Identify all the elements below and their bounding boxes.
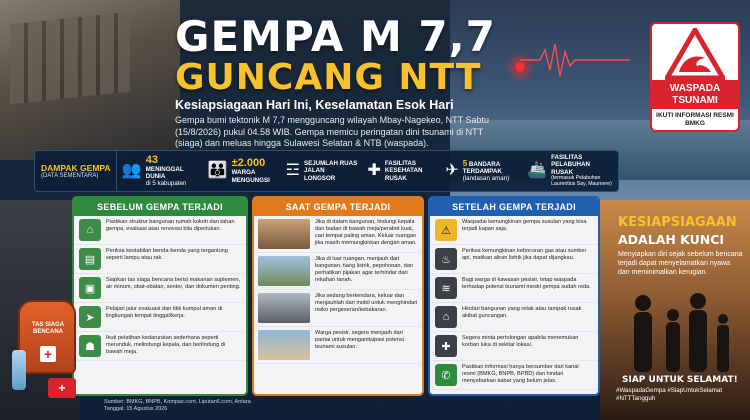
stat-roads xyxy=(281,151,363,191)
during-panel xyxy=(252,196,424,396)
item-text: Ikuti pelatihan kedaruratan sederhana seperti merunduk, melindungi kepala, dan berlindung di bawah meja. xyxy=(106,335,226,355)
list-item xyxy=(430,332,598,361)
road-icon: ☲ xyxy=(285,162,300,179)
item-text: Jika di luar ruangan, menjauh dari bangunan, tiang listrik, pepohonan, dan perhatikan pijakan agar terhindar dari rekahan tanah. xyxy=(315,256,413,283)
item-text: Pelajari jalur evakuasi dan titik kumpul aman di lingkungan tempat tinggal/kerja. xyxy=(106,306,223,319)
before-panel xyxy=(72,196,248,396)
warning-line1: WASPADA xyxy=(652,80,738,95)
item-text: Bagi warga di kawasan pesisir, tetap waspada terhadap potensi tsunami meski gempa sudah reda. xyxy=(462,277,591,290)
family-silhouette-icon xyxy=(618,285,743,375)
list-item xyxy=(430,361,598,390)
during-title: SAAT GEMPA TERJADI xyxy=(254,198,422,216)
stat-label: MENINGGAL DUNIA xyxy=(145,165,184,180)
stat-number: ±2.000 xyxy=(231,157,266,170)
list-item xyxy=(254,253,422,290)
backpack-icon: ▣ xyxy=(79,277,101,299)
run-icon xyxy=(258,330,310,360)
list-item xyxy=(254,290,422,327)
hospital-icon: ✚ xyxy=(367,162,381,179)
stat-sub: (landasan aman) xyxy=(462,175,510,183)
item-text: Periksa kemungkinan kebocoran gas atau sumber api, matikan aliran listrik jika dapat dijangkau. xyxy=(462,248,587,261)
first-aid-icon: ✚ xyxy=(435,335,457,357)
stat-deaths xyxy=(117,151,203,191)
stat-health xyxy=(362,151,440,191)
list-item xyxy=(74,216,246,245)
stat-label-text: BANDARA TERDAMPAK xyxy=(462,160,502,175)
list-item xyxy=(254,327,422,364)
emergency-bag-icon xyxy=(18,300,76,374)
cta-text: SIAP UNTUK SELAMAT! xyxy=(622,375,738,385)
item-text: Pastikan informasi hanya bersumber dari kanal resmi (BMKG, BNPB, BPBD) dan hindari menyebarkan kabar yang belum jelas. xyxy=(462,364,579,384)
page-subtitle: Kesiapsiagaan Hari Ini, Keselamatan Esok Hari xyxy=(175,98,454,112)
after-panel xyxy=(428,196,600,396)
bag-label: TAS SIAGA BENCANA xyxy=(31,322,65,335)
airplane-icon: ✈ xyxy=(445,162,459,179)
house-icon: ⌂ xyxy=(79,219,101,241)
list-item xyxy=(430,303,598,332)
stat-refugees xyxy=(203,151,281,191)
stats-title: DAMPAK GEMPA xyxy=(41,163,111,173)
source-note xyxy=(104,399,251,413)
water-bottle-icon xyxy=(12,350,26,390)
after-title: SETELAH GEMPA TERJADI xyxy=(430,198,598,216)
stats-subtitle: (DATA SEMENTARA) xyxy=(41,173,99,179)
stat-label: SEJUMLAH RUAS JALAN xyxy=(303,160,358,175)
stat-number: 5 xyxy=(462,158,468,168)
seismograph-line-icon xyxy=(520,40,630,80)
stats-header xyxy=(35,151,117,191)
warning-icon: ⚠ xyxy=(435,219,457,241)
stat-sub: di 5 kabupaten xyxy=(145,180,187,188)
hashtags: #WaspadaGempa #SiapUntukSelamat #NTTTangguh xyxy=(616,387,723,402)
stat-sub: RUSAK xyxy=(384,174,407,182)
stat-sub: MENGUNGSI xyxy=(231,176,270,184)
tsunami-icon: ≋ xyxy=(435,277,457,299)
list-item xyxy=(430,216,598,245)
tsunami-warning-sign xyxy=(650,22,740,132)
shelf-icon: ▤ xyxy=(79,248,101,270)
before-title: SEBELUM GEMPA TERJADI xyxy=(74,198,246,216)
impact-stats-bar xyxy=(34,150,619,192)
item-text: Hindari bangunan yang retak atau tampak rusak akibat guncangan. xyxy=(462,306,582,319)
stat-ports xyxy=(522,151,618,191)
evacuation-icon: ➤ xyxy=(79,306,101,328)
item-text: Periksa kestabilan benda-benda yang tergantung seperti lampu atau rak. xyxy=(106,248,228,261)
item-text: Warga pesisir, segera menjauh dari pantai untuk mengantisipasi potensi tsunami susulan. xyxy=(315,330,404,350)
key-heading: KESIAPSIAGAAN xyxy=(618,215,737,230)
item-text: Waspadai kemungkinan gempa susulan yang bisa terjadi kapan saja. xyxy=(462,219,587,232)
item-text: Segera minta pertolongan apabila menemukan korban luka di sekitar lokasi. xyxy=(462,335,579,348)
list-item xyxy=(74,303,246,332)
stat-number: 43 xyxy=(145,153,159,166)
collapsed-building-photo xyxy=(0,0,180,160)
page-title-line2: GUNCANG NTT xyxy=(175,57,482,98)
stat-sub: (termasuk Pelabuhan Laurentius Say, Maumere) xyxy=(551,174,612,187)
table-cover-icon xyxy=(258,219,310,249)
list-item xyxy=(430,274,598,303)
item-text: Pastikan struktur bangunan rumah kokoh dan tahan gempa, evaluasi atau renovasi bila diperlukan. xyxy=(106,219,235,232)
drill-icon: ☗ xyxy=(79,335,101,357)
tsunami-wave-icon xyxy=(665,28,725,80)
people-icon: 👥 xyxy=(121,162,142,179)
list-item xyxy=(74,245,246,274)
open-field-icon xyxy=(258,256,310,286)
stat-label: WARGA xyxy=(231,169,256,177)
source-text: Sumber: BMKG, BNPB, Kompas.com, Liputan6.com, Antara xyxy=(104,399,251,405)
car-icon xyxy=(258,293,310,323)
item-text: Siapkan tas siaga bencana berisi makanan suplemen, air minum, obat-obatan, senter, dan dokumen penting. xyxy=(106,277,241,290)
first-aid-kit-icon: + xyxy=(48,378,76,398)
date-text: Tanggal: 15 Agustus 2026 xyxy=(104,406,168,413)
stat-airports xyxy=(440,151,522,191)
list-item xyxy=(430,245,598,274)
cross-icon: + xyxy=(40,346,56,362)
warning-line3: IKUTI INFORMASI RESMI BMKG xyxy=(656,112,734,127)
page-title: GEMPA M 7,7 xyxy=(175,12,496,61)
gas-leak-icon: ♨ xyxy=(435,248,457,270)
phone-icon: ✆ xyxy=(435,364,457,386)
stat-label: FASILITAS PELABUHAN RUSAK xyxy=(551,154,590,176)
ship-icon: 🚢 xyxy=(527,162,548,179)
list-item xyxy=(254,216,422,253)
stat-sub: LONGSOR xyxy=(303,174,336,182)
warning-line2: TSUNAMI xyxy=(652,95,738,109)
key-body: Menyiapkan diri sejak sebelum bencana terjadi dapat menyelamatkan nyawa dan meminimalkan kerugian. xyxy=(618,251,743,277)
cracked-house-icon: ⌂ xyxy=(435,306,457,328)
list-item xyxy=(74,274,246,303)
stat-label xyxy=(463,160,517,175)
intro-text: Gempa bumi tektonik M 7,7 mengguncang wilayah Mbay-Nagekeo, NTT Sabtu (15/8/2026) pukul 04.58 WIB. Gempa memicu peringatan dini tsunami di NTT (siaga) dan meluas hingga Sulawesi Selatan & NTB (waspada). xyxy=(175,115,489,149)
list-item xyxy=(74,332,246,361)
key-heading-line2: ADALAH KUNCI xyxy=(618,232,725,247)
item-text: Jika sedang berkendara, keluar dan menjauhlah dari mobil untuk menghindari risiko pergeseran/kebakaran. xyxy=(315,293,418,313)
people-group-icon: 👪 xyxy=(207,162,228,179)
stat-label: FASILITAS KESEHATAN xyxy=(384,160,423,175)
item-text: Jika di dalam bangunan, lindungi kepala dan badan di bawah meja/perabot kuat, cari tempat paling aman. Keluar ruangan jika masih memungkinkan dengan aman. xyxy=(315,219,417,246)
